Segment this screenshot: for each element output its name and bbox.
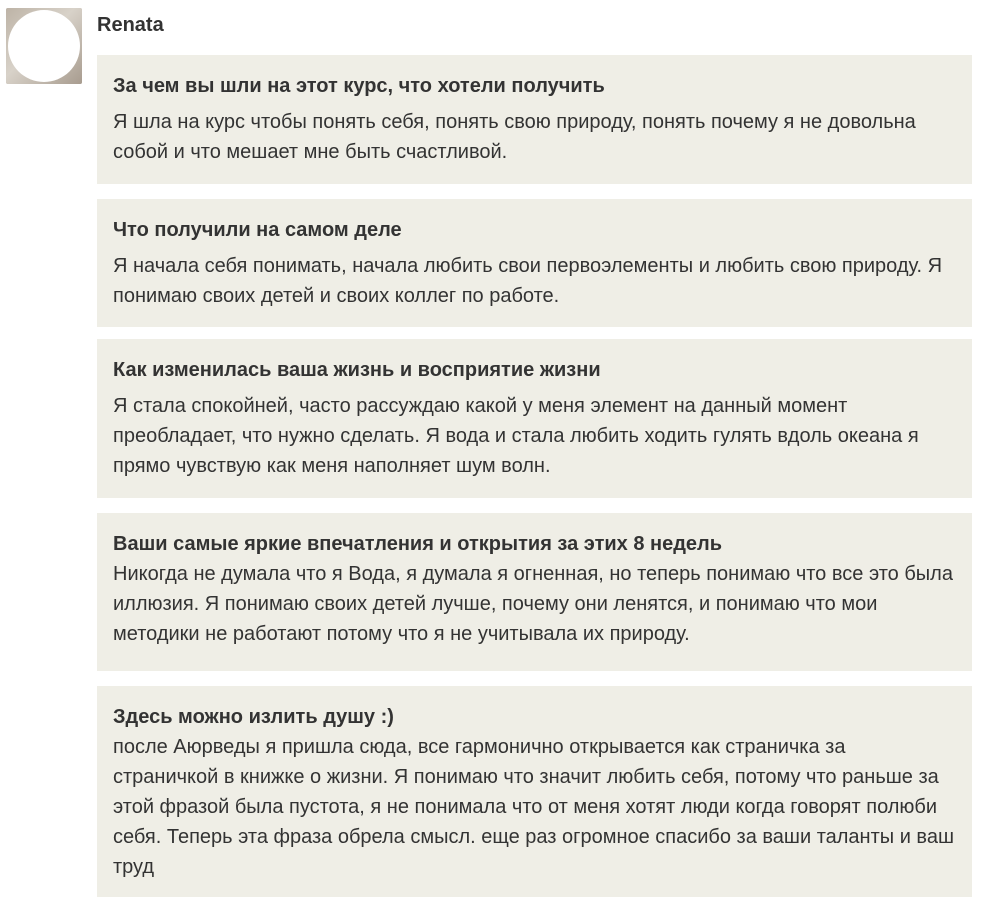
qa-question: Здесь можно излить душу :) — [113, 706, 394, 728]
qa-question: Что получили на самом деле — [113, 219, 402, 241]
qa-card-impressions — [97, 513, 972, 671]
qa-answer: Никогда не думала что я Вода, я думала я огненная, но теперь понимаю что все это была иллюзия. Я понимаю своих детей лучше, почему они ленятся, и понимаю что мои методики не работают потому что я не учитывала их природу. — [113, 563, 953, 645]
qa-card-life-change — [97, 339, 972, 498]
qa-card-goal — [97, 55, 972, 184]
avatar-circle-mask — [8, 10, 80, 82]
qa-answer: Я стала спокойней, часто рассуждаю какой у меня элемент на данный момент преобладает, что нужно сделать. Я вода и стала любить ходить гулять вдоль океана я прямо чувствую как меня наполняет шум волн. — [113, 395, 919, 477]
qa-answer: после Аюрведы я пришла сюда, все гармонично открывается как страничка за страничкой в книжке о жизни. Я понимаю что значит любить себя, потому что раньше за этой фразой была пустота, я не понимала что от меня хотят люди когда говорят полюби себя. Теперь эта фраза обрела смысл. еще раз огромное спасибо за ваши таланты и ваш труд — [113, 736, 954, 878]
qa-question: Как изменилась ваша жизнь и восприятие жизни — [113, 359, 601, 381]
user-avatar-icon — [6, 8, 82, 84]
qa-card-result — [97, 199, 972, 327]
qa-card-free-text — [97, 686, 972, 897]
qa-answer: Я начала себя понимать, начала любить свои первоэлементы и любить свою природу. Я понимаю своих детей и своих коллег по работе. — [113, 255, 943, 307]
author-name: Renata — [97, 14, 164, 36]
qa-question: Ваши самые яркие впечатления и открытия за этих 8 недель — [113, 533, 723, 555]
qa-answer: Я шла на курс чтобы понять себя, понять свою природу, понять почему я не довольна собой и что мешает мне быть счастливой. — [113, 111, 916, 163]
qa-question: За чем вы шли на этот курс, что хотели получить — [113, 75, 605, 97]
